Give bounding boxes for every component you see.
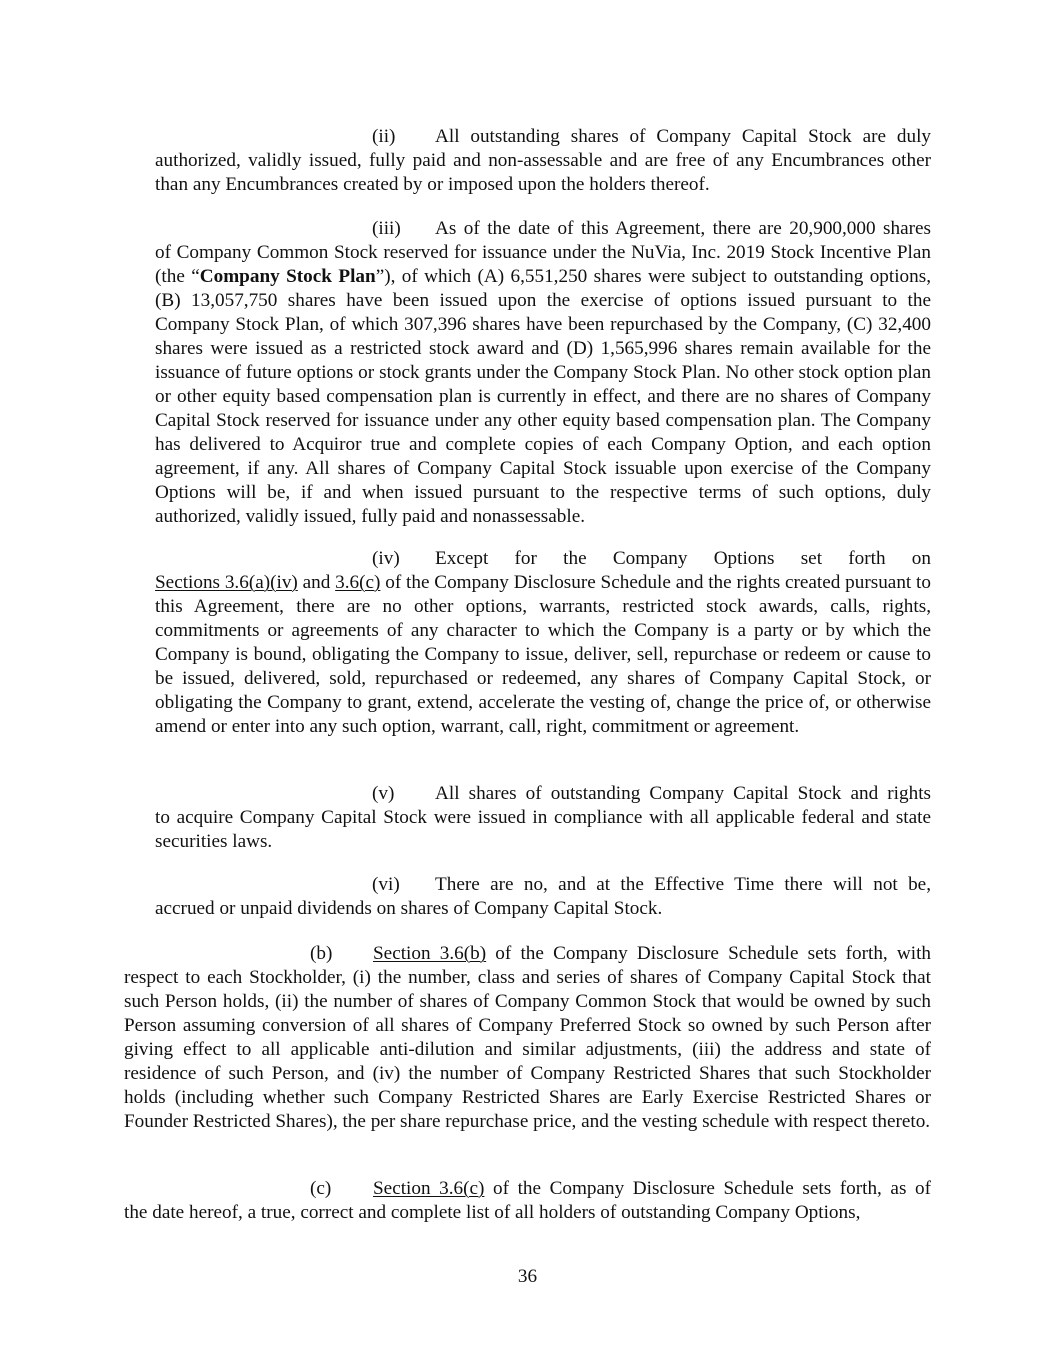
paragraph-label: (iii) <box>372 218 401 239</box>
paragraph-text: accrued or unpaid dividends on shares of Company Capital Stock. <box>155 898 663 919</box>
paragraph-text: respect to each Stockholder, (i) the number, class and series of shares of Company Capital Stock that such Person holds, (ii) the number of shares of Company Common Stock that would be owned by such Person assuming conversion of all shares of Company Preferred Stock so owned by such Person after giving effect to all applicable anti-dilution and similar adjustments, (iii) the address and state of residence of such Person, and (iv) the number of Company Restricted Shares that such Stockholder holds (including whether such Company Restricted Shares are Early Exercise Restricted Shares or Founder Restricted Shares), the per share repurchase price, and the vesting schedule with respect thereto. <box>124 967 931 1132</box>
paragraph-label: (iv) <box>372 548 400 569</box>
paragraph-text: of the Company Disclosure Schedule sets forth, as of <box>484 1178 931 1199</box>
page-number: 36 <box>517 1266 538 1287</box>
paragraph-text: As of the date of this Agreement, there are 20,900,000 shares <box>435 218 931 239</box>
paragraph-label: (vi) <box>372 874 400 895</box>
paragraph-a-iii <box>155 217 931 529</box>
section-reference-link[interactable]: 3.6(c) <box>335 572 381 593</box>
paragraph-text: of Company Common Stock reserved for issuance under the NuVia, Inc. 2019 Stock Incentive Plan (the “ <box>155 242 931 287</box>
paragraph-a-vi <box>155 873 931 921</box>
paragraph-first-line <box>155 873 931 897</box>
paragraph-first-line <box>124 942 931 966</box>
paragraph-first-line <box>155 125 931 149</box>
paragraph-text: All shares of outstanding Company Capital Stock and rights <box>435 783 931 804</box>
paragraph-text: Except for the Company Options set forth on <box>435 548 931 569</box>
section-reference-link[interactable]: Sections 3.6(a)(iv) <box>155 572 298 593</box>
paragraph-text: ”), of which (A) 6,551,250 shares were subject to outstanding options, (B) 13,057,750 shares have been issued upon the exercise of options issued pursuant to the Company Stock Plan, of which 307,396 shares have been repurchased by the Company, (C) 32,400 shares were issued as a restricted stock award and (D) 1,565,996 shares remain available for the issuance of future options or stock grants under the Company Stock Plan. No other stock option plan or other equity based compensation plan is currently in effect, and there are no shares of Company Capital Stock reserved for issuance under any other equity based compensation plan. The Company has delivered to Acquiror true and complete copies of each Company Option, and each option agreement, if any. All shares of Company Capital Stock issuable upon exercise of the Company Options will be, if and when issued pursuant to the respective terms of such options, duly authorized, validly issued, fully paid and nonassessable. <box>155 266 931 527</box>
paragraph-text: of the Company Disclosure Schedule and the rights created pursuant to this Agreement, there are no other options, warrants, restricted stock awards, calls, rights, commitments or agreements of any character to which the Company is a party or by which the Company is bound, obligating the Company to issue, deliver, sell, repurchase or redeem or cause to be issued, delivered, sold, repurchased or redeemed, any shares of Company Capital Stock, or obligating the Company to grant, extend, accelerate the vesting of, change the price of, or otherwise amend or enter into any such option, warrant, call, right, commitment or agreement. <box>155 572 931 737</box>
defined-term: Company Stock Plan <box>199 266 376 287</box>
paragraph-text: authorized, validly issued, fully paid and non-assessable and are free of any Encumbrances other than any Encumbrances created by or imposed upon the holders thereof. <box>155 150 931 195</box>
paragraph-first-line <box>155 782 931 806</box>
paragraph-first-line <box>155 217 931 241</box>
paragraph-first-line <box>124 1177 931 1201</box>
paragraph-first-line <box>155 547 931 571</box>
paragraph-c <box>124 1177 931 1225</box>
paragraph-text: the date hereof, a true, correct and complete list of all holders of outstanding Company Options, <box>124 1202 861 1223</box>
paragraph-text: of the Company Disclosure Schedule sets forth, with <box>486 943 932 964</box>
paragraph-label: (b) <box>310 943 333 964</box>
section-reference-link[interactable]: Section 3.6(b) <box>373 943 487 964</box>
paragraph-text: There are no, and at the Effective Time there will not be, <box>435 874 931 895</box>
paragraph-b <box>124 942 931 1134</box>
paragraph-a-iv <box>155 547 931 739</box>
paragraph-label: (c) <box>310 1178 332 1199</box>
paragraph-text: and <box>297 572 336 593</box>
paragraph-label: (ii) <box>372 126 396 147</box>
paragraph-text: to acquire Company Capital Stock were issued in compliance with all applicable federal and state securities laws. <box>155 807 931 852</box>
paragraph-text: All outstanding shares of Company Capital Stock are duly <box>435 126 931 147</box>
section-reference-link[interactable]: Section 3.6(c) <box>373 1178 485 1199</box>
paragraph-a-ii <box>155 125 931 197</box>
paragraph-a-v <box>155 782 931 854</box>
paragraph-label: (v) <box>372 783 395 804</box>
